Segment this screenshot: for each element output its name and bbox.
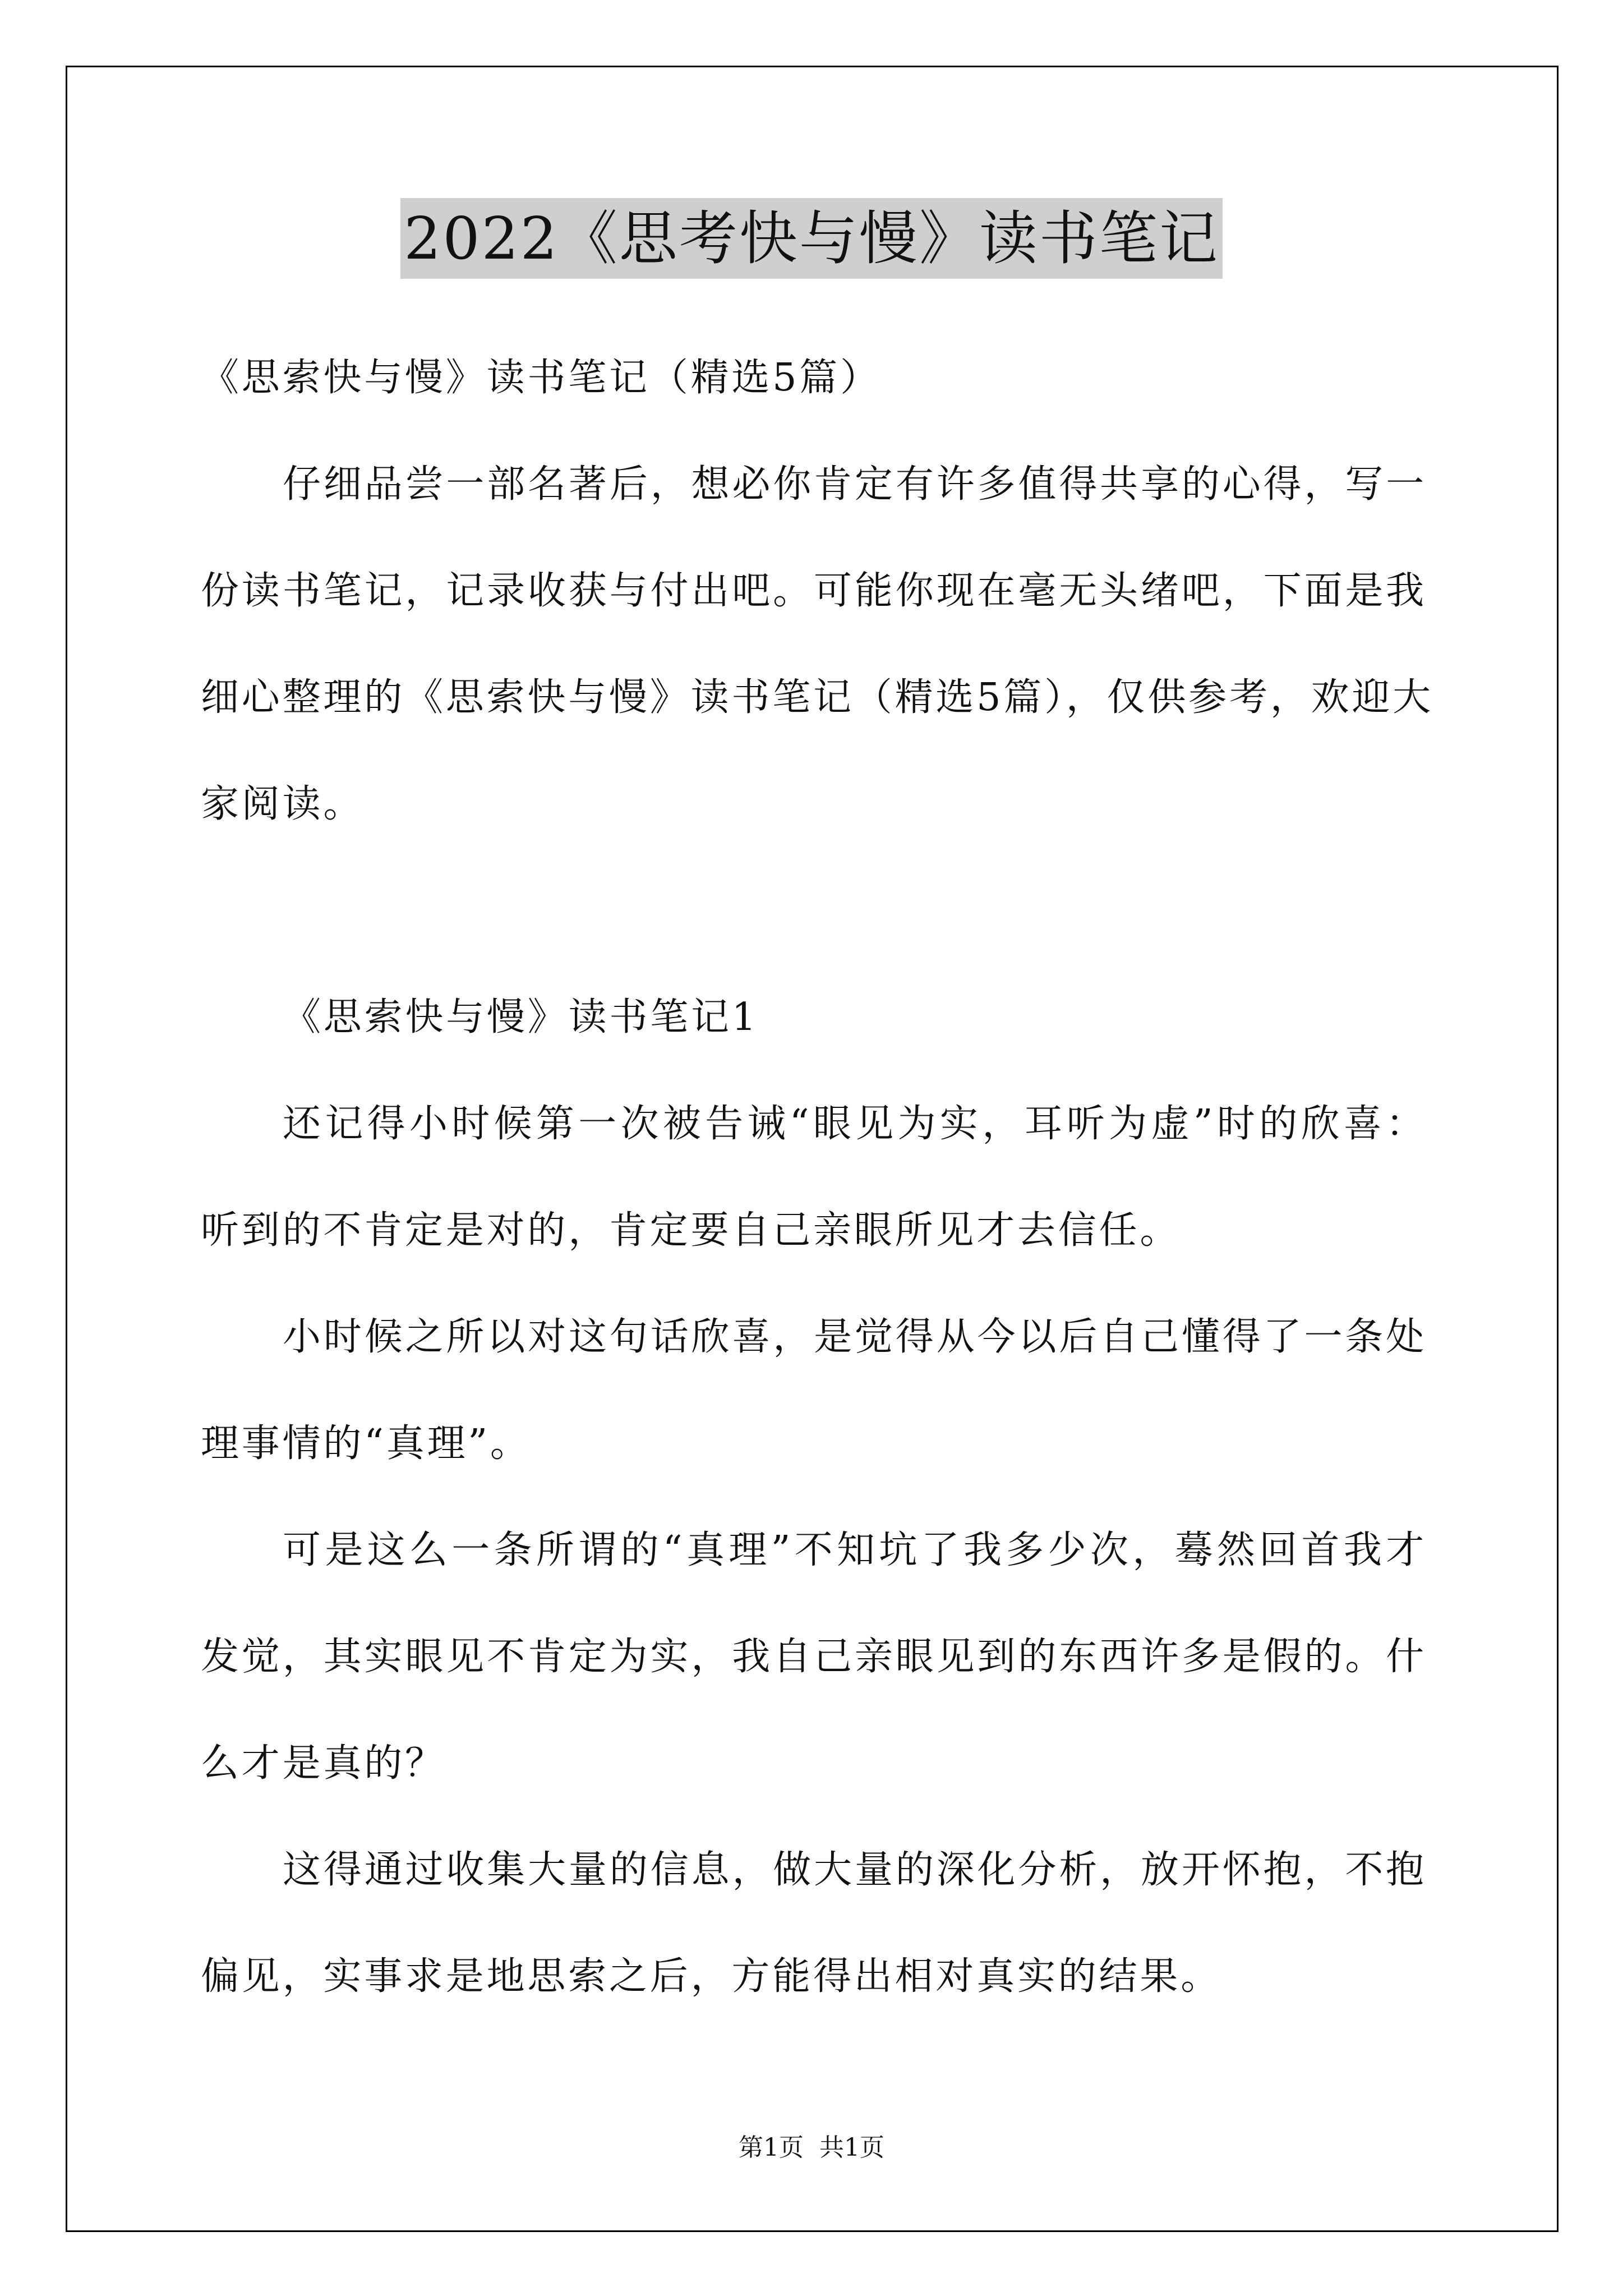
document-body — [201, 325, 1434, 2030]
paragraph-line: 理事情的“真理”。 — [201, 1421, 531, 1466]
page-footer: 第1页 共1页 — [739, 2133, 884, 2162]
document-title: 2022《思考快与慢》读书笔记 — [400, 198, 1223, 279]
section-heading: 《思索快与慢》读书笔记1 — [283, 995, 759, 1039]
document-subtitle: 《思索快与慢》读书笔记（精选5篇） — [201, 356, 881, 400]
paragraph-line: 偏见，实事求是地思索之后，方能得出相对真实的结果。 — [201, 1954, 1222, 1999]
paragraph-line: 发觉，其实眼见不肯定为实，我自己亲眼见到的东西许多是假的。什 — [201, 1635, 1427, 1679]
intro-line: 细心整理的《思索快与慢》读书笔记（精选5篇），仅供参考，欢迎大 — [201, 675, 1434, 720]
paragraph-line: 听到的不肯定是对的，肯定要自己亲眼所见才去信任。 — [201, 1208, 1181, 1253]
intro-line: 份读书笔记，记录收获与付出吧。可能你现在毫无头绪吧，下面是我 — [201, 569, 1427, 613]
intro-line: 家阅读。 — [201, 782, 365, 826]
blank-line — [201, 858, 1427, 964]
paragraph-line: 么才是真的？ — [201, 1741, 446, 1786]
intro-line: 仔细品尝一部名著后，想必你肯定有许多值得共享的心得，写一 — [283, 462, 1427, 507]
paragraph-line: 还记得小时候第一次被告诫“眼见为实，耳听为虚”时的欣喜： — [283, 1102, 1427, 1146]
paragraph-line: 小时候之所以对这句话欣喜，是觉得从今以后自己懂得了一条处 — [283, 1315, 1427, 1359]
title-container — [0, 198, 1623, 279]
paragraph-line: 这得通过收集大量的信息，做大量的深化分析，放开怀抱，不抱 — [283, 1848, 1427, 1892]
paragraph-line: 可是这么一条所谓的“真理”不知坑了我多少次，蓦然回首我才 — [283, 1528, 1427, 1572]
